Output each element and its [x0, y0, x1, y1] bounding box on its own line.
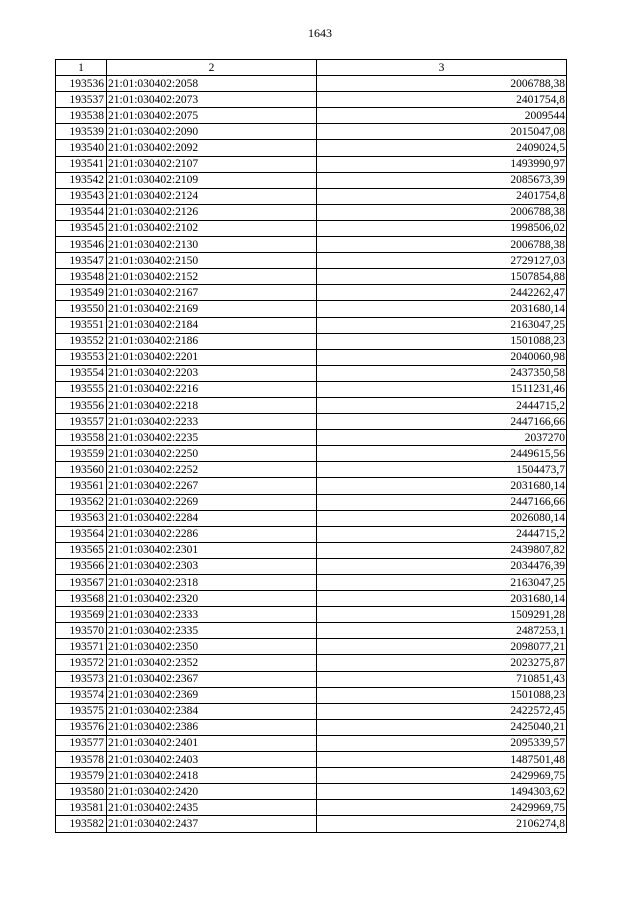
value-cell: 1507854,88 [317, 269, 567, 285]
value-cell: 2095339,57 [317, 735, 567, 751]
table-row [56, 816, 567, 832]
cadastral-number-cell: 21:01:030402:2267 [107, 478, 317, 494]
row-number-cell: 193538 [56, 108, 107, 124]
row-number-cell: 193537 [56, 92, 107, 108]
cadastral-number-cell: 21:01:030402:2126 [107, 204, 317, 220]
value-cell: 710851,43 [317, 671, 567, 687]
row-number-cell: 193542 [56, 172, 107, 188]
value-cell: 2429969,75 [317, 768, 567, 784]
cadastral-number-cell: 21:01:030402:2201 [107, 349, 317, 365]
table-header [56, 60, 567, 76]
value-cell: 2026080,14 [317, 510, 567, 526]
table-row [56, 76, 567, 92]
cadastral-number-cell: 21:01:030402:2073 [107, 92, 317, 108]
page-number: 1643 [308, 26, 332, 40]
value-cell: 1501088,23 [317, 687, 567, 703]
row-number-cell: 193558 [56, 430, 107, 446]
table-row [56, 526, 567, 542]
value-cell: 2006788,38 [317, 76, 567, 92]
row-number-cell: 193575 [56, 703, 107, 719]
value-cell: 2444715,2 [317, 526, 567, 542]
table-row [56, 639, 567, 655]
cadastral-number-cell: 21:01:030402:2369 [107, 687, 317, 703]
table-row [56, 285, 567, 301]
cadastral-number-cell: 21:01:030402:2286 [107, 526, 317, 542]
table-row [56, 237, 567, 253]
value-cell: 2163047,25 [317, 575, 567, 591]
row-number-cell: 193541 [56, 156, 107, 172]
cadastral-number-cell: 21:01:030402:2167 [107, 285, 317, 301]
row-number-cell: 193552 [56, 333, 107, 349]
table-row [56, 172, 567, 188]
data-table [55, 59, 567, 833]
value-cell: 2031680,14 [317, 591, 567, 607]
row-number-cell: 193565 [56, 542, 107, 558]
table-row [56, 494, 567, 510]
cadastral-number-cell: 21:01:030402:2233 [107, 414, 317, 430]
table-row [56, 575, 567, 591]
row-number-cell: 193540 [56, 140, 107, 156]
table-row [56, 269, 567, 285]
value-cell: 2449615,56 [317, 446, 567, 462]
row-number-cell: 193555 [56, 381, 107, 397]
value-cell: 2006788,38 [317, 204, 567, 220]
cadastral-number-cell: 21:01:030402:2203 [107, 365, 317, 381]
cadastral-number-cell: 21:01:030402:2384 [107, 703, 317, 719]
table-row [56, 253, 567, 269]
value-cell: 2487253,1 [317, 623, 567, 639]
cadastral-number-cell: 21:01:030402:2186 [107, 333, 317, 349]
table-row [56, 719, 567, 735]
cadastral-number-cell: 21:01:030402:2169 [107, 301, 317, 317]
row-number-cell: 193566 [56, 558, 107, 574]
row-number-cell: 193554 [56, 365, 107, 381]
row-number-cell: 193570 [56, 623, 107, 639]
table-row [56, 671, 567, 687]
cadastral-number-cell: 21:01:030402:2367 [107, 671, 317, 687]
table-row [56, 156, 567, 172]
cadastral-number-cell: 21:01:030402:2401 [107, 735, 317, 751]
value-cell: 2098077,21 [317, 639, 567, 655]
table-row [56, 655, 567, 671]
table-row [56, 204, 567, 220]
table-row [56, 687, 567, 703]
cadastral-number-cell: 21:01:030402:2435 [107, 800, 317, 816]
value-cell: 2037270 [317, 430, 567, 446]
cadastral-number-cell: 21:01:030402:2216 [107, 381, 317, 397]
table-row [56, 349, 567, 365]
table-row [56, 381, 567, 397]
table-row [56, 317, 567, 333]
value-cell: 2401754,8 [317, 188, 567, 204]
cadastral-number-cell: 21:01:030402:2075 [107, 108, 317, 124]
row-number-cell: 193564 [56, 526, 107, 542]
value-cell: 2425040,21 [317, 719, 567, 735]
cadastral-number-cell: 21:01:030402:2284 [107, 510, 317, 526]
value-cell: 2429969,75 [317, 800, 567, 816]
value-cell: 2439807,82 [317, 542, 567, 558]
row-number-cell: 193569 [56, 607, 107, 623]
value-cell: 1998506,02 [317, 220, 567, 236]
table-row [56, 558, 567, 574]
cadastral-number-cell: 21:01:030402:2318 [107, 575, 317, 591]
row-number-cell: 193557 [56, 414, 107, 430]
table-row [56, 735, 567, 751]
value-cell: 1504473,7 [317, 462, 567, 478]
value-cell: 1494303,62 [317, 784, 567, 800]
cadastral-number-cell: 21:01:030402:2130 [107, 237, 317, 253]
value-cell: 2085673,39 [317, 172, 567, 188]
row-number-cell: 193549 [56, 285, 107, 301]
value-cell: 1487501,48 [317, 752, 567, 768]
cadastral-number-cell: 21:01:030402:2333 [107, 607, 317, 623]
table-row [56, 333, 567, 349]
row-number-cell: 193545 [56, 220, 107, 236]
row-number-cell: 193567 [56, 575, 107, 591]
cadastral-number-cell: 21:01:030402:2102 [107, 220, 317, 236]
cadastral-number-cell: 21:01:030402:2090 [107, 124, 317, 140]
table-row [56, 510, 567, 526]
row-number-cell: 193576 [56, 719, 107, 735]
table-row [56, 800, 567, 816]
table-row [56, 108, 567, 124]
row-number-cell: 193573 [56, 671, 107, 687]
row-number-cell: 193543 [56, 188, 107, 204]
table-row [56, 414, 567, 430]
cadastral-number-cell: 21:01:030402:2320 [107, 591, 317, 607]
header-row [56, 60, 567, 76]
table-row [56, 607, 567, 623]
cadastral-number-cell: 21:01:030402:2250 [107, 446, 317, 462]
table-row [56, 703, 567, 719]
header-col-1: 1 [56, 60, 107, 76]
table-row [56, 478, 567, 494]
table-row [56, 301, 567, 317]
row-number-cell: 193553 [56, 349, 107, 365]
value-cell: 2023275,87 [317, 655, 567, 671]
table-row [56, 188, 567, 204]
row-number-cell: 193568 [56, 591, 107, 607]
row-number-cell: 193560 [56, 462, 107, 478]
cadastral-number-cell: 21:01:030402:2184 [107, 317, 317, 333]
cadastral-number-cell: 21:01:030402:2235 [107, 430, 317, 446]
cadastral-number-cell: 21:01:030402:2109 [107, 172, 317, 188]
table-row [56, 784, 567, 800]
row-number-cell: 193544 [56, 204, 107, 220]
row-number-cell: 193574 [56, 687, 107, 703]
row-number-cell: 193582 [56, 816, 107, 832]
table-row [56, 220, 567, 236]
table-row [56, 542, 567, 558]
value-cell: 1509291,28 [317, 607, 567, 623]
value-cell: 2447166,66 [317, 494, 567, 510]
value-cell: 2729127,03 [317, 253, 567, 269]
row-number-cell: 193562 [56, 494, 107, 510]
cadastral-number-cell: 21:01:030402:2152 [107, 269, 317, 285]
value-cell: 2444715,2 [317, 397, 567, 413]
value-cell: 2034476,39 [317, 558, 567, 574]
cadastral-number-cell: 21:01:030402:2124 [107, 188, 317, 204]
table-row [56, 140, 567, 156]
table-row [56, 397, 567, 413]
cadastral-number-cell: 21:01:030402:2386 [107, 719, 317, 735]
value-cell: 2422572,45 [317, 703, 567, 719]
cadastral-number-cell: 21:01:030402:2403 [107, 752, 317, 768]
value-cell: 2163047,25 [317, 317, 567, 333]
row-number-cell: 193578 [56, 752, 107, 768]
table-row [56, 430, 567, 446]
table-row [56, 623, 567, 639]
cadastral-number-cell: 21:01:030402:2418 [107, 768, 317, 784]
value-cell: 2437350,58 [317, 365, 567, 381]
table-row [56, 591, 567, 607]
table-row [56, 446, 567, 462]
row-number-cell: 193581 [56, 800, 107, 816]
cadastral-number-cell: 21:01:030402:2352 [107, 655, 317, 671]
row-number-cell: 193561 [56, 478, 107, 494]
value-cell: 2409024,5 [317, 140, 567, 156]
row-number-cell: 193546 [56, 237, 107, 253]
cadastral-number-cell: 21:01:030402:2150 [107, 253, 317, 269]
header-col-3: 3 [317, 60, 567, 76]
table-row [56, 462, 567, 478]
value-cell: 1501088,23 [317, 333, 567, 349]
cadastral-number-cell: 21:01:030402:2252 [107, 462, 317, 478]
header-col-2: 2 [107, 60, 317, 76]
value-cell: 2442262,47 [317, 285, 567, 301]
row-number-cell: 193563 [56, 510, 107, 526]
row-number-cell: 193548 [56, 269, 107, 285]
value-cell: 2015047,08 [317, 124, 567, 140]
row-number-cell: 193556 [56, 397, 107, 413]
cadastral-number-cell: 21:01:030402:2420 [107, 784, 317, 800]
row-number-cell: 193571 [56, 639, 107, 655]
table-body [56, 76, 567, 832]
row-number-cell: 193577 [56, 735, 107, 751]
cadastral-number-cell: 21:01:030402:2437 [107, 816, 317, 832]
cadastral-number-cell: 21:01:030402:2350 [107, 639, 317, 655]
row-number-cell: 193536 [56, 76, 107, 92]
row-number-cell: 193579 [56, 768, 107, 784]
cadastral-number-cell: 21:01:030402:2218 [107, 397, 317, 413]
cadastral-number-cell: 21:01:030402:2107 [107, 156, 317, 172]
value-cell: 2031680,14 [317, 301, 567, 317]
value-cell: 2040060,98 [317, 349, 567, 365]
row-number-cell: 193551 [56, 317, 107, 333]
cadastral-number-cell: 21:01:030402:2269 [107, 494, 317, 510]
table-row [56, 92, 567, 108]
value-cell: 2009544 [317, 108, 567, 124]
cadastral-number-cell: 21:01:030402:2301 [107, 542, 317, 558]
table-row [56, 124, 567, 140]
value-cell: 2031680,14 [317, 478, 567, 494]
table-row [56, 768, 567, 784]
row-number-cell: 193547 [56, 253, 107, 269]
table-row [56, 365, 567, 381]
cadastral-number-cell: 21:01:030402:2092 [107, 140, 317, 156]
cadastral-number-cell: 21:01:030402:2335 [107, 623, 317, 639]
row-number-cell: 193539 [56, 124, 107, 140]
row-number-cell: 193580 [56, 784, 107, 800]
row-number-cell: 193559 [56, 446, 107, 462]
value-cell: 1511231,46 [317, 381, 567, 397]
value-cell: 1493990,97 [317, 156, 567, 172]
value-cell: 2401754,8 [317, 92, 567, 108]
cadastral-number-cell: 21:01:030402:2303 [107, 558, 317, 574]
row-number-cell: 193572 [56, 655, 107, 671]
table-row [56, 752, 567, 768]
value-cell: 2447166,66 [317, 414, 567, 430]
value-cell: 2106274,8 [317, 816, 567, 832]
row-number-cell: 193550 [56, 301, 107, 317]
cadastral-number-cell: 21:01:030402:2058 [107, 76, 317, 92]
value-cell: 2006788,38 [317, 237, 567, 253]
